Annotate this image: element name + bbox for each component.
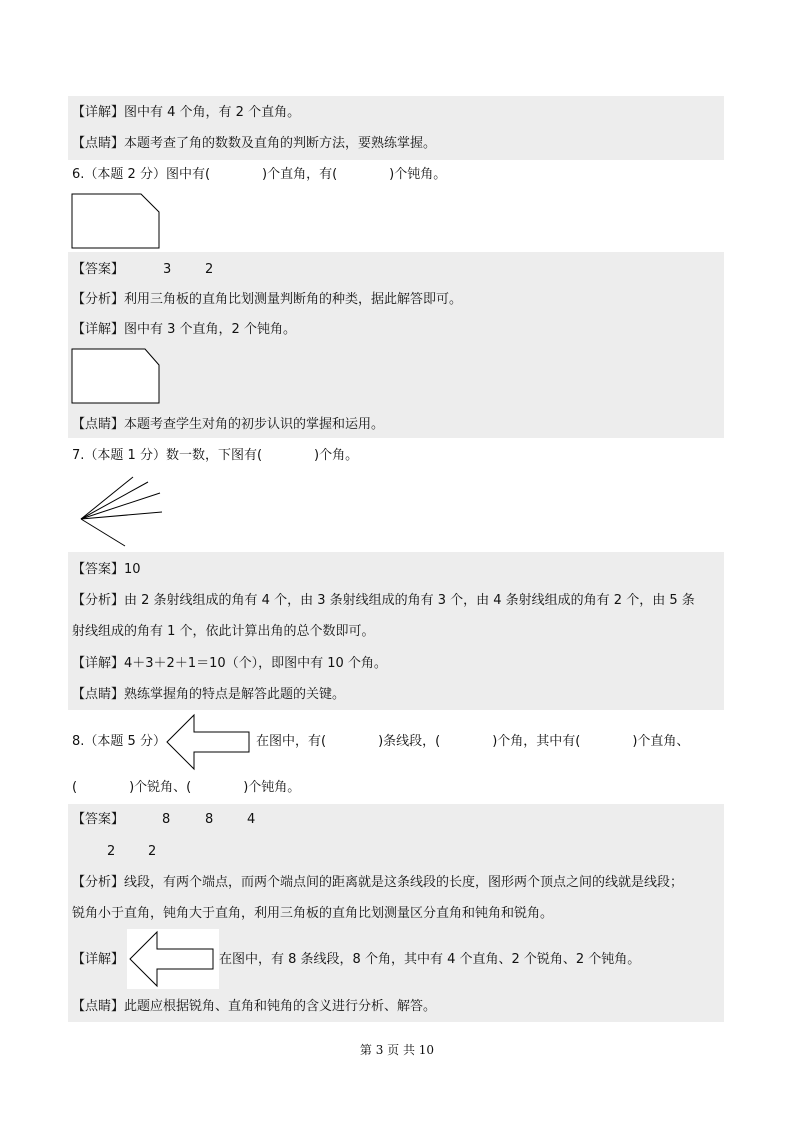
q6-question: 6.（本题 2 分）图中有( )个直角，有( )个钝角。	[72, 167, 447, 182]
q5-detail: 【详解】图中有 4 个角，有 2 个直角。	[72, 105, 301, 120]
q7-analysis-line2: 射线组成的角有 1 个，依此计算出角的总个数即可。	[72, 624, 375, 639]
q6-answer: 【答案】 3 2	[72, 262, 214, 277]
q8-answer-angles: 8	[205, 812, 214, 827]
q6-point: 【点睛】本题考查学生对角的初步认识的掌握和运用。	[72, 417, 385, 432]
q8-answer-obtuse: 2	[148, 844, 157, 859]
q8-arrow-figure	[164, 712, 254, 772]
q8-question-line2: ( )个锐角、( )个钝角。	[72, 780, 301, 795]
q7-analysis-line1: 【分析】由 2 条射线组成的角有 4 个，由 3 条射线组成的角有 3 个，由 4 条射线组成的角有 2 个，由 5 条	[72, 593, 695, 608]
q8-question-line1: 在图中，有( )条线段，( )个角，其中有( )个直角、	[256, 734, 690, 749]
q6-answer-2: 2	[205, 262, 214, 277]
q6-detail-pentagon-figure	[71, 348, 163, 406]
q8-answer-segments: 8	[162, 812, 171, 827]
q6-answer-1: 3	[163, 262, 172, 277]
q8-analysis-line2: 锐角小于直角，钝角大于直角，利用三角板的直角比划测量区分直角和钝角和锐角。	[72, 906, 554, 921]
q7-rays-figure	[78, 472, 168, 552]
q5-point: 【点睛】本题考查了角的数数及直角的判断方法，要熟练掌握。	[72, 136, 437, 151]
q7-detail: 【详解】4＋3＋2＋1＝10（个），即图中有 10 个角。	[72, 656, 387, 671]
q6-explanation-block	[68, 252, 724, 438]
q6-analysis: 【分析】利用三角板的直角比划测量判断角的种类，据此解答即可。	[72, 292, 463, 307]
q8-detail-text: 在图中，有 8 条线段，8 个角，其中有 4 个直角、2 个锐角、2 个钝角。	[219, 952, 641, 967]
q7-question: 7.（本题 1 分）数一数，下图有( )个角。	[72, 448, 359, 463]
q7-point: 【点睛】熟练掌握角的特点是解答此题的关键。	[72, 687, 346, 702]
q7-answer: 【答案】10	[72, 562, 141, 577]
q6-detail: 【详解】图中有 3 个直角，2 个钝角。	[72, 322, 296, 337]
q6-pentagon-figure	[71, 193, 163, 251]
q8-answer-row1: 【答案】 8 8 4	[72, 812, 256, 827]
q8-detail-arrow-figure	[127, 929, 219, 989]
q8-question-prefix: 8.（本题 5 分）	[72, 734, 166, 749]
page-footer: 第 3 页 共 10	[359, 1043, 435, 1057]
q8-answer-acute: 2	[107, 844, 116, 859]
q8-detail-label: 【详解】	[72, 952, 125, 967]
q8-analysis-line1: 【分析】线段，有两个端点，而两个端点间的距离就是这条线段的长度，图形两个顶点之间的线就是线段；	[72, 875, 684, 890]
q8-point: 【点睛】此题应根据锐角、直角和钝角的含义进行分析、解答。	[72, 999, 437, 1014]
q8-answer-right: 4	[247, 812, 256, 827]
